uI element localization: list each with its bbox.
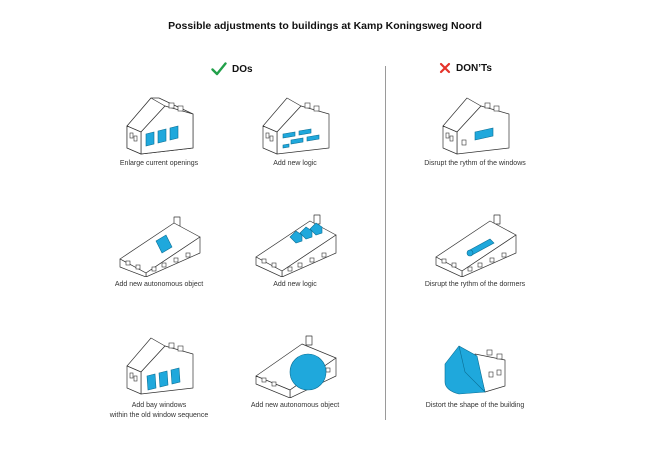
caption: Add new logic	[273, 160, 317, 167]
dos-label: DOs	[232, 63, 253, 75]
donts-label: DON’Ts	[456, 62, 492, 74]
checkmark-icon	[211, 62, 227, 76]
house-new-window-logic-icon	[245, 92, 345, 156]
donts-heading	[439, 62, 492, 74]
house-disrupted-windows-icon	[425, 92, 525, 156]
caption: Add bay windows within the old window sequence	[109, 402, 209, 419]
page-title: Possible adjustments to buildings at Kamp Koningsweg Noord	[168, 20, 482, 32]
house-disrupted-dormers-icon	[420, 207, 530, 277]
cross-icon	[439, 62, 451, 74]
do-item-enlarge-openings	[84, 92, 234, 169]
dont-item-distort-shape	[400, 332, 550, 411]
dont-item-disrupt-windows	[400, 92, 550, 169]
dos-heading	[211, 62, 253, 76]
house-distorted-shape-icon	[425, 332, 525, 398]
caption: Disrupt the rythm of the dormers	[424, 281, 526, 288]
house-roof-dormers-icon	[240, 207, 350, 277]
dont-item-disrupt-dormers	[400, 207, 550, 290]
caption: Disrupt the rythm of the windows	[424, 160, 526, 167]
do-item-roof-object	[84, 207, 234, 290]
house-bay-windows-icon	[109, 332, 209, 398]
do-item-bay-windows	[84, 332, 234, 421]
caption: Distort the shape of the building	[425, 402, 525, 409]
column-divider	[385, 66, 386, 420]
caption: Add new autonomous object	[114, 281, 204, 288]
caption: Add new autonomous object	[250, 402, 340, 409]
caption: Enlarge current openings	[119, 160, 199, 167]
do-item-new-logic-windows	[220, 92, 370, 169]
do-item-cylinder-object	[220, 332, 370, 411]
do-item-roof-dormers	[220, 207, 370, 290]
house-roof-panel-icon	[104, 207, 214, 277]
house-cylinder-object-icon	[240, 332, 350, 398]
house-enlarged-openings-icon	[109, 92, 209, 156]
caption: Add new logic	[273, 281, 317, 288]
